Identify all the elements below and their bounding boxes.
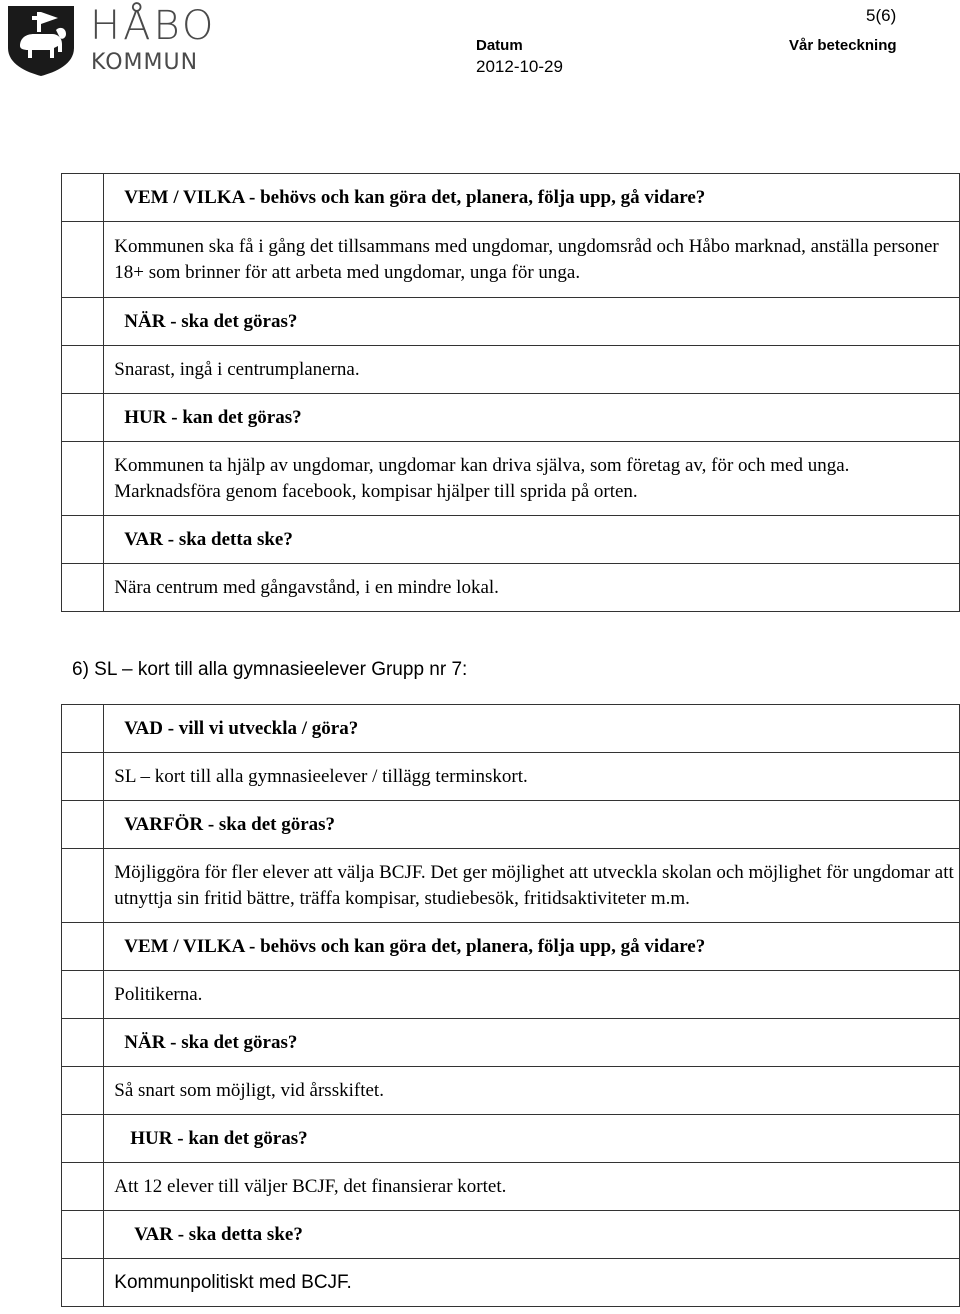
table-row	[62, 298, 960, 346]
table-row	[62, 705, 960, 753]
section-title: 6) SL – kort till alla gymnasieelever Grupp nr 7:	[72, 659, 468, 680]
question-cell: HUR - kan det göras?	[104, 394, 960, 442]
question-cell: VAD - vill vi utveckla / göra?	[104, 705, 960, 753]
date-label: Datum	[476, 37, 523, 54]
answer-cell: SL – kort till alla gymnasieelever / tillägg terminskort.	[104, 753, 960, 801]
table-row	[62, 174, 960, 222]
table-row	[62, 971, 960, 1019]
answer-cell: Snarast, ingå i centrumplanerna.	[104, 346, 960, 394]
answer-cell: Kommunen ta hjälp av ungdomar, ungdomar kan driva själva, som företag av, för och med unga. Marknadsföra genom facebook, kompisar hjälper till sprida på orten.	[104, 442, 960, 516]
reference-label: Vår beteckning	[789, 37, 897, 54]
question-cell: VARFÖR - ska det göras?	[104, 801, 960, 849]
answer-cell: Kommunpolitiskt med BCJF.	[104, 1259, 960, 1307]
question-cell: VEM / VILKA - behövs och kan göra det, planera, följa upp, gå vidare?	[104, 923, 960, 971]
habo-kommun-logo-icon	[4, 2, 78, 78]
table-row	[62, 1019, 960, 1067]
table-row	[62, 1115, 960, 1163]
question-cell: VAR - ska detta ske?	[104, 1211, 960, 1259]
question-cell: VAR - ska detta ske?	[104, 516, 960, 564]
table-row	[62, 1067, 960, 1115]
question-cell: NÄR - ska det göras?	[104, 298, 960, 346]
table-row	[62, 753, 960, 801]
page-header	[0, 0, 960, 90]
answer-cell: Kommunen ska få i gång det tillsammans med ungdomar, ungdomsråd och Håbo marknad, anställa personer 18+ som brinner för att arbeta med ungdomar, unga för unga.	[104, 222, 960, 298]
answer-cell: Att 12 elever till väljer BCJF, det finansierar kortet.	[104, 1163, 960, 1211]
table-row	[62, 394, 960, 442]
question-cell: HUR - kan det göras?	[104, 1115, 960, 1163]
logo-text-kommun: KOMMUN	[91, 50, 199, 75]
answer-cell: Nära centrum med gångavstånd, i en mindre lokal.	[104, 564, 960, 612]
table-row	[62, 801, 960, 849]
table-row	[62, 1163, 960, 1211]
answer-cell: Så snart som möjligt, vid årsskiftet.	[104, 1067, 960, 1115]
form-table-2	[61, 704, 960, 1307]
table-row	[62, 516, 960, 564]
table-row	[62, 346, 960, 394]
table-row	[62, 222, 960, 298]
table-row	[62, 849, 960, 923]
form-table-1	[61, 173, 960, 612]
date-value: 2012-10-29	[476, 57, 563, 76]
table-row	[62, 564, 960, 612]
table-row	[62, 1259, 960, 1307]
answer-cell: Möjliggöra för fler elever att välja BCJF. Det ger möjlighet att utveckla skolan och möjlighet för ungdomar att utnyttja sin fritid bättre, träffa kompisar, studiebesök, fritidsaktiviteter m.m.	[104, 849, 960, 923]
answer-cell: Politikerna.	[104, 971, 960, 1019]
table-row	[62, 923, 960, 971]
page-number: 5(6)	[866, 6, 897, 25]
table-row	[62, 442, 960, 516]
table-row	[62, 1211, 960, 1259]
logo-text-habo: HÅBO	[90, 3, 217, 49]
question-cell: NÄR - ska det göras?	[104, 1019, 960, 1067]
question-cell: VEM / VILKA - behövs och kan göra det, planera, följa upp, gå vidare?	[104, 174, 960, 222]
